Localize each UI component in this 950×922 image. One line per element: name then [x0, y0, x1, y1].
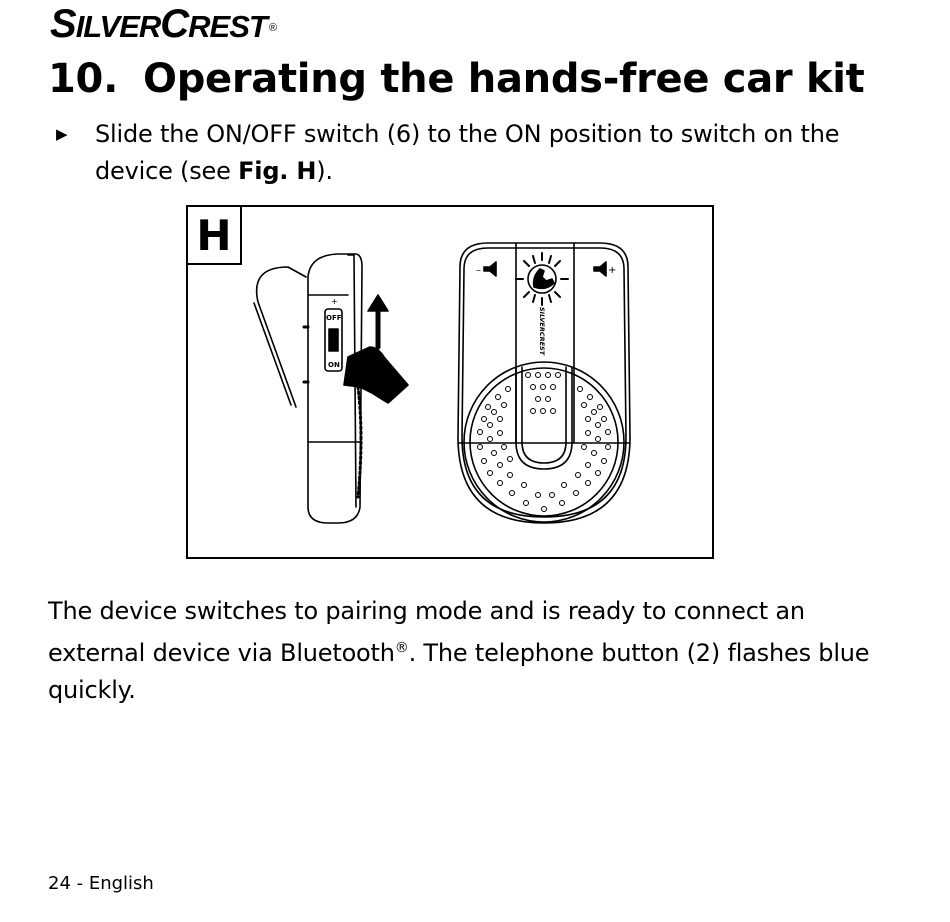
- phone-icon: [534, 269, 554, 288]
- volume-minus-label: –: [476, 265, 481, 276]
- volume-up-icon: [594, 262, 606, 276]
- body-paragraph: The device switches to pairing mode and is ready to connect an external device via Bluetooth®. The telephone button (2) flashes blue quickly.: [48, 597, 870, 704]
- visor-clip: [257, 267, 306, 407]
- speaker-grille: [464, 362, 624, 522]
- section-title-text: Operating the hands-free car kit: [143, 56, 865, 102]
- instruction-text: Slide the ON/OFF switch (6) to the ON position to switch on the device (see Fig. H).: [95, 120, 840, 185]
- up-arrow-icon: [368, 295, 388, 311]
- hand-icon: [344, 347, 408, 403]
- side-plus-label: +: [331, 297, 338, 306]
- switch-off-label: OFF: [326, 314, 342, 322]
- brand-logo: SILVERCREST ®: [50, 2, 276, 46]
- bullet-arrow-icon: ▶: [56, 125, 68, 143]
- figure-h: [186, 205, 714, 559]
- section-number: 10.: [48, 56, 118, 102]
- switch-on-label: ON: [328, 361, 340, 369]
- instruction-step: [52, 116, 912, 190]
- figure-label: H: [188, 207, 242, 265]
- volume-plus-label: +: [608, 265, 617, 276]
- volume-down-icon: [484, 262, 496, 276]
- page-footer: 24 - English: [48, 873, 154, 894]
- figure-reference: Fig. H: [238, 157, 317, 185]
- section-heading: [48, 55, 865, 103]
- registered-mark: ®: [394, 640, 409, 656]
- device-brand-label: SILVERCREST: [538, 307, 546, 356]
- device-illustration: [188, 207, 712, 557]
